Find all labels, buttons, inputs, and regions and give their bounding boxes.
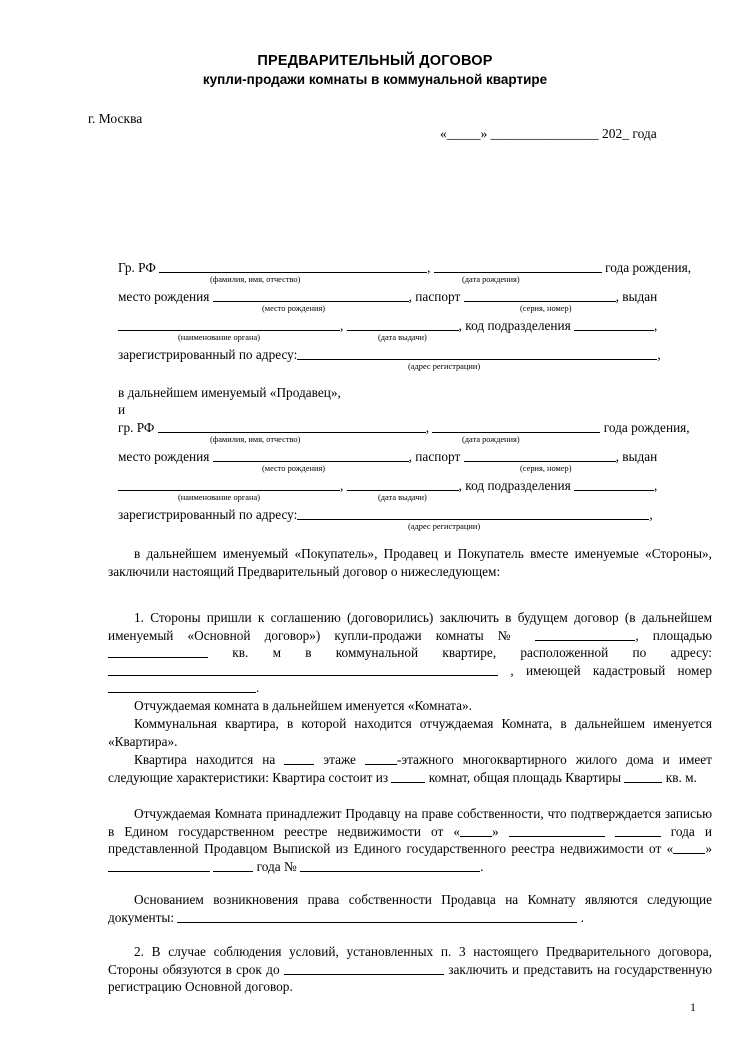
seller-role-line: в дальнейшем именуемый «Продавец», (118, 385, 341, 400)
caption-seller-series: (серия, номер) (520, 304, 572, 313)
seller-registration-field-ext[interactable] (587, 347, 657, 360)
seller-registration-line (118, 346, 696, 364)
ownership-extract-day-field[interactable] (673, 841, 705, 854)
seller-birthplace-field[interactable] (213, 289, 409, 302)
definition-flat: Коммунальная квартира, в которой находится отчуждаемая Комната, в дальнейшем именуется «Квартира». (108, 716, 712, 749)
clause-1 (108, 609, 712, 697)
parties-conjunction: и (118, 402, 126, 417)
buyer-fullname-field[interactable] (158, 420, 426, 433)
buyer-authority-line: , , код подразделения , (118, 477, 696, 495)
buyer-issued-label: , выдан (615, 449, 658, 464)
ownership-text-e: года № (256, 858, 297, 874)
clause-1-text-d: , имеющей кадастровый номер (510, 662, 712, 678)
grounds-text-a: Основанием возникновения права собственности Продавца на Комнату являются следующие документы: (108, 892, 712, 925)
buyer-registered-label: зарегистрированный по адресу: (118, 507, 298, 522)
ownership-text-f: . (480, 858, 484, 874)
ownership-text-c: года и представленной Продавцом Выпиской из Единого государственного реестра недвижимости от « (108, 823, 712, 857)
clause-2-text-a: 2. В случае соблюдения условий, установленных п. 3 настоящего Предварительного договора, Стороны обязуются в срок до (108, 944, 712, 977)
seller-authority-line: , , код подразделения , (118, 317, 696, 335)
seller-issuedate-field[interactable] (347, 318, 459, 331)
buyer-birthplace-line (118, 448, 696, 466)
flat-characteristics (108, 751, 712, 786)
grounds-documents-field[interactable] (177, 909, 577, 922)
seller-birthplace-label: место рождения (118, 289, 210, 304)
clause-1-area-field[interactable] (108, 645, 208, 658)
ownership-egrn-day-field[interactable] (460, 823, 492, 836)
buyer-birthdate-field[interactable] (432, 420, 600, 433)
clause-1-text-e: . (256, 680, 260, 696)
clause-1-text-a: 1. Стороны пришли к соглашению (договорились) заключить в будущем договор (в дальнейшем именуемый «Основной договор») купли-продажи комнаты № (108, 610, 712, 643)
seller-authority-field[interactable] (118, 318, 340, 331)
caption-seller-issuedate: (дата выдачи) (378, 333, 427, 342)
buyer-name-line: гр. РФ , года рождения, (118, 420, 690, 435)
buyer-passport-field[interactable] (464, 449, 616, 462)
ownership-text-b: » (491, 823, 499, 839)
ownership-extract-month-field[interactable] (108, 859, 210, 872)
clause-2-text-b: заключить и представить на государственную регистрацию Основной договор. (108, 961, 713, 995)
caption-buyer-issuedate: (дата выдачи) (378, 493, 427, 502)
caption-buyer-authority: (наименование органа) (178, 493, 261, 502)
page-subtitle: купли-продажи комнаты в коммунальной квартире (202, 72, 548, 87)
flat-rooms-count-field[interactable] (391, 769, 425, 782)
buyer-registration-field[interactable] (297, 507, 649, 520)
flat-loc-text-a: Квартира находится на (134, 752, 276, 767)
seller-code-field[interactable] (574, 318, 654, 331)
ownership-egrn-year-field[interactable] (615, 823, 661, 836)
buyer-birth-suffix: года рождения, (603, 420, 690, 435)
grounds-text-b: . (580, 909, 585, 925)
clause-2-deadline-field[interactable] (284, 961, 444, 974)
buyer-registration-line (118, 506, 696, 524)
seller-registration-comma: , (657, 347, 661, 362)
seller-name-line (118, 259, 696, 277)
ownership-text-a: Отчуждаемая Комната принадлежит Продавцу на праве собственности, что подтверждается записью в Едином государственном реестре недвижимости от « (108, 806, 712, 839)
clause-1-text-c: кв. м в коммунальной квартире, расположенной по адресу: (232, 645, 713, 661)
flat-total-area-field[interactable] (624, 769, 662, 782)
seller-name-comma: , (427, 260, 431, 275)
buyer-birthplace-label: место рождения (118, 449, 210, 464)
date-line: «_____» ________________ 202_ года (440, 126, 657, 141)
caption-seller-fullname: (фамилия, имя, отчество) (210, 275, 301, 284)
seller-registration-field[interactable] (297, 347, 587, 360)
clause-2 (108, 943, 712, 996)
clause-1-text-b: , площадью (635, 627, 713, 643)
definition-room: Отчуждаемая комната в дальнейшем именуется «Комната». (134, 698, 472, 713)
buyer-code-field[interactable] (574, 478, 654, 491)
page-number: 1 (690, 1000, 696, 1014)
flat-loc-text-e: кв. м. (665, 769, 697, 785)
seller-passport-field[interactable] (464, 289, 616, 302)
caption-buyer-birthdate: (дата рождения) (462, 435, 520, 444)
buyer-issuedate-field[interactable] (347, 478, 459, 491)
seller-birthdate-field[interactable] (434, 260, 602, 273)
seller-code-label: , код подразделения (458, 318, 571, 333)
ownership-text-d: » (705, 841, 712, 857)
buyer-birthplace-field[interactable] (213, 449, 409, 462)
caption-buyer-series: (серия, номер) (520, 464, 572, 473)
caption-seller-authority: (наименование органа) (178, 333, 261, 342)
flat-loc-text-b: этаже (323, 752, 356, 767)
buyer-code-comma: , (654, 478, 658, 493)
caption-buyer-fullname: (фамилия, имя, отчество) (210, 435, 301, 444)
caption-seller-regaddress: (адрес регистрации) (408, 362, 481, 371)
seller-issued-label: , выдан (615, 289, 658, 304)
caption-seller-birthplace: (место рождения) (262, 304, 326, 313)
seller-citizen-prefix: Гр. РФ (118, 260, 156, 275)
city-label: г. Москва (88, 111, 143, 126)
seller-passport-label: , паспорт (408, 289, 461, 304)
grounds-paragraph (108, 891, 712, 926)
ownership-extract-year-field[interactable] (213, 859, 253, 872)
clause-1-address-field[interactable] (108, 663, 498, 676)
flat-loc-text-c: -этажного многоквартирного жилого дома и имеет следующие характеристики: Квартира состоит из (108, 752, 712, 785)
buyer-authority-field[interactable] (118, 478, 340, 491)
seller-registered-label: зарегистрированный по адресу: (118, 347, 298, 362)
caption-seller-birthdate: (дата рождения) (462, 275, 520, 284)
flat-total-floors-field[interactable] (365, 752, 397, 765)
ownership-extract-number-field[interactable] (300, 859, 480, 872)
buyer-passport-label: , паспорт (408, 449, 461, 464)
seller-fullname-field[interactable] (159, 260, 427, 273)
clause-1-room-number-field[interactable] (535, 627, 635, 640)
ownership-paragraph (108, 805, 712, 875)
caption-buyer-birthplace: (место рождения) (262, 464, 326, 473)
seller-code-comma: , (654, 318, 658, 333)
parties-paragraph: в дальнейшем именуемый «Покупатель», Продавец и Покупатель вместе именуемые «Стороны», заключили настоящий Предварительный договор о нижеследующем: (108, 546, 712, 579)
clause-1-cadastral-field[interactable] (108, 680, 256, 693)
ownership-egrn-month-field[interactable] (509, 823, 605, 836)
flat-floor-field[interactable] (284, 752, 314, 765)
buyer-registration-comma: , (649, 507, 653, 522)
buyer-code-label: , код подразделения (458, 478, 571, 493)
seller-birthplace-line (118, 288, 696, 306)
buyer-citizen-prefix: гр. РФ (118, 420, 155, 435)
flat-loc-text-d: комнат, общая площадь Квартиры (428, 769, 622, 785)
page-title: ПРЕДВАРИТЕЛЬНЫЙ ДОГОВОР (257, 53, 493, 69)
seller-birth-suffix: года рождения, (605, 260, 692, 275)
caption-buyer-regaddress: (адрес регистрации) (408, 522, 481, 531)
